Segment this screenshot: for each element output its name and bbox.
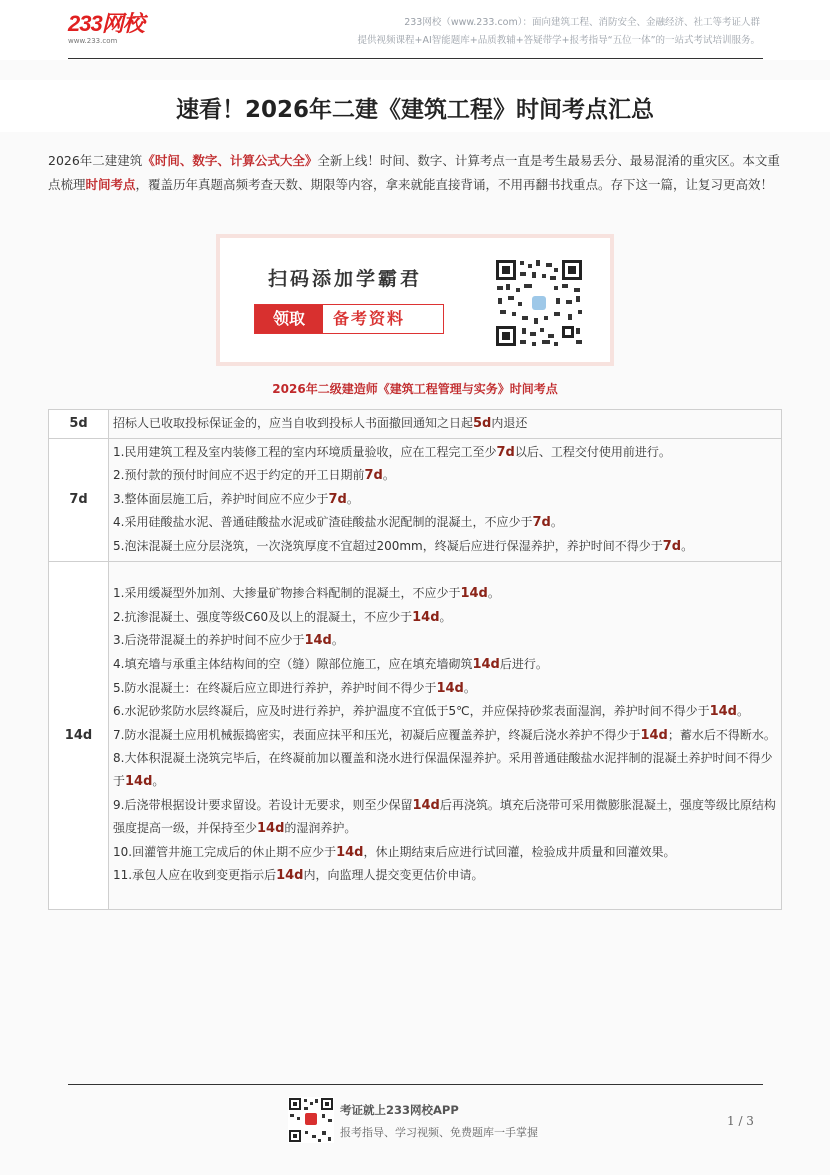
list-item bbox=[113, 582, 777, 606]
text: 11.承包人应在收到变更指示后 bbox=[113, 868, 277, 883]
intro-paragraph bbox=[48, 149, 783, 197]
highlight: 14d bbox=[436, 680, 464, 696]
highlight: 5d bbox=[473, 416, 492, 431]
time-points-table bbox=[48, 409, 782, 910]
text: 招标人已收取投标保证金的，应当自收到投标人书面撤回通知之日起 bbox=[113, 416, 474, 430]
list-item bbox=[113, 511, 777, 535]
intro-highlight-title: 《时间、数字、计算公式大全》 bbox=[142, 153, 318, 168]
text: 的湿润养护。 bbox=[284, 821, 357, 836]
list-item bbox=[113, 629, 777, 653]
text: 。 bbox=[439, 609, 452, 624]
highlight: 14d bbox=[304, 633, 332, 649]
text: 3.后浇带混凝土的养护时间不应少于 bbox=[113, 633, 305, 648]
text: 。 bbox=[736, 704, 749, 719]
text: 7.防水混凝土应用机械振捣密实，表面应抹平和压光，初凝后应覆盖养护，终凝后浇水养护不得少于 bbox=[113, 727, 641, 742]
list-item bbox=[113, 841, 777, 865]
list-item bbox=[113, 653, 777, 677]
qr-banner[interactable] bbox=[216, 234, 614, 366]
highlight: 14d bbox=[336, 844, 364, 860]
button-right-label: 备考资料 bbox=[333, 309, 406, 328]
site-logo[interactable] bbox=[68, 12, 160, 46]
text: 。 bbox=[550, 515, 563, 530]
text: 5.泡沫混凝土应分层浇筑，一次浇筑厚度不宜超过200mm，终凝后应进行保湿养护，养护时间不得少于 bbox=[113, 538, 663, 553]
footer-app-slogan: 考证就上233网校APP bbox=[340, 1103, 459, 1117]
page-title: 速看！2026年二建《建筑工程》时间考点汇总 bbox=[175, 97, 654, 123]
highlight: 7d bbox=[328, 491, 347, 507]
list-item bbox=[113, 794, 777, 841]
text: 4.填充墙与承重主体结构间的空（缝）隙部位施工，应在填充墙砌筑 bbox=[113, 656, 473, 671]
footer-divider bbox=[68, 1084, 763, 1085]
list-item bbox=[113, 535, 777, 559]
highlight: 14d bbox=[472, 656, 500, 672]
logo-url: www.233.com bbox=[68, 37, 118, 45]
highlight: 7d bbox=[532, 515, 551, 531]
text: 。 bbox=[487, 586, 500, 601]
header bbox=[0, 0, 830, 60]
text: 3.整体面层施工后，养护时间应不应少于 bbox=[113, 491, 329, 506]
intro-highlight-keyword: 时间考点 bbox=[85, 177, 136, 192]
text: 6.水泥砂浆防水层终凝后，应及时进行养护，养护温度不宜低于5℃，并应保持砂浆表面湿润，养护时间不得少于 bbox=[113, 704, 710, 719]
header-divider bbox=[68, 58, 763, 59]
list-item bbox=[113, 700, 777, 724]
list-item bbox=[113, 488, 777, 512]
text: 1.采用缓凝型外加剂、大掺量矿物掺合料配制的混凝土，不应少于 bbox=[113, 586, 461, 601]
text: 1.民用建筑工程及室内装修工程的室内环境质量验收，应在工程完工至少 bbox=[113, 444, 497, 459]
table-caption: 2026年二级建造师《建筑工程管理与实务》时间考点 bbox=[272, 382, 558, 396]
banner-inner bbox=[220, 238, 610, 362]
highlight: 7d bbox=[662, 538, 682, 554]
highlight: 14d bbox=[412, 609, 440, 625]
row-content bbox=[109, 561, 782, 909]
highlight: 7d bbox=[364, 468, 383, 484]
list-item bbox=[113, 724, 777, 748]
text: 内退还 bbox=[491, 416, 528, 430]
text: 5.防水混凝土：在终凝后应立即进行养护，养护时间不得少于 bbox=[113, 680, 437, 695]
button-left-label: 领取 bbox=[255, 305, 323, 333]
footer-app-description: 报考指导、学习视频、免费题库一手掌握 bbox=[340, 1126, 538, 1139]
text: 。 bbox=[681, 538, 694, 553]
page-number: 1 / 3 bbox=[727, 1114, 754, 1128]
list-item bbox=[113, 747, 777, 793]
highlight: 14d bbox=[640, 727, 668, 743]
header-tagline-2: 提供视频课程+AI智能题库+品质教辅+答疑带学+报考指导“五位一体”的一站式考试培训服务。 bbox=[357, 35, 760, 46]
text: 后进行。 bbox=[499, 656, 548, 671]
text: 。 bbox=[382, 468, 395, 483]
intro-text: ，覆盖历年真题高频考查天数、期限等内容，拿来就能直接背诵，不用再翻书找重点。存下这一篇，让复习更高效！ bbox=[135, 177, 774, 192]
list-item bbox=[113, 677, 777, 701]
list-item bbox=[113, 441, 777, 465]
text: ；蓄水后不得断水。 bbox=[667, 727, 776, 742]
text: 4.采用硅酸盐水泥、普通硅酸盐水泥或矿渣硅酸盐水泥配制的混凝土，不应少于 bbox=[113, 515, 533, 530]
text: 8.大体积混凝土浇筑完毕后，在终凝前加以覆盖和浇水进行保温保湿养护。采用普通硅酸盐水泥拌制的混凝土养护时间不得少于 bbox=[113, 751, 773, 788]
logo-text: 233网校 bbox=[68, 11, 144, 36]
text: 。 bbox=[463, 680, 476, 695]
highlight: 14d bbox=[412, 797, 440, 813]
highlight: 14d bbox=[276, 868, 304, 884]
highlight: 14d bbox=[257, 821, 285, 837]
app-qr-code-icon bbox=[288, 1097, 334, 1143]
table-row bbox=[49, 561, 782, 909]
text: 。 bbox=[346, 491, 359, 506]
text: 9.后浇带根据设计要求留设。若设计无要求，则至少保留 bbox=[113, 797, 413, 812]
text: 内，向监理人提交变更估价申请。 bbox=[303, 868, 484, 883]
row-key: 7d bbox=[49, 438, 109, 561]
row-content bbox=[109, 438, 782, 561]
highlight: 14d bbox=[125, 773, 153, 789]
get-materials-button[interactable] bbox=[254, 304, 444, 334]
list-item bbox=[113, 464, 777, 488]
row-key: 14d bbox=[49, 561, 109, 909]
highlight: 14d bbox=[709, 704, 737, 720]
intro-text: 2026年二建建筑 bbox=[48, 153, 143, 168]
row-content bbox=[109, 410, 782, 439]
header-tagline-1: 233网校（www.233.com）：面向建筑工程、消防安全、金融经济、社工等考证人群 bbox=[404, 17, 760, 28]
text: 10.回灌管井施工完成后的休止期不应少于 bbox=[113, 844, 337, 859]
banner-headline: 扫码添加学霸君 bbox=[268, 268, 423, 290]
text: 以后、工程交付使用前进行。 bbox=[514, 444, 671, 459]
text: 2.预付款的预付时间应不迟于约定的开工日期前 bbox=[113, 468, 365, 483]
text: 。 bbox=[152, 773, 165, 788]
list-item bbox=[113, 864, 777, 888]
row-key: 5d bbox=[49, 410, 109, 439]
intro-text: 全新上线！时间、数字、计算考点一直是考生最易丢分、最易混淆的重灾区。本文重点梳理 bbox=[48, 153, 780, 192]
list-item bbox=[113, 606, 777, 630]
text: 后再浇筑。填充后浇带可采用微膨胀混凝土，强度等级比原结构强度提高一级，并保持至少 bbox=[113, 797, 776, 836]
table-row bbox=[49, 410, 782, 439]
highlight: 14d bbox=[460, 586, 488, 602]
highlight: 7d bbox=[496, 444, 515, 460]
text: 2.抗渗混凝土、强度等级C60及以上的混凝土，不应少于 bbox=[113, 609, 413, 624]
text: 。 bbox=[331, 633, 344, 648]
qr-code-icon bbox=[494, 258, 584, 348]
text: ，休止期结束后应进行试回灌，检验成井质量和回灌效果。 bbox=[363, 844, 676, 859]
table-row bbox=[49, 438, 782, 561]
